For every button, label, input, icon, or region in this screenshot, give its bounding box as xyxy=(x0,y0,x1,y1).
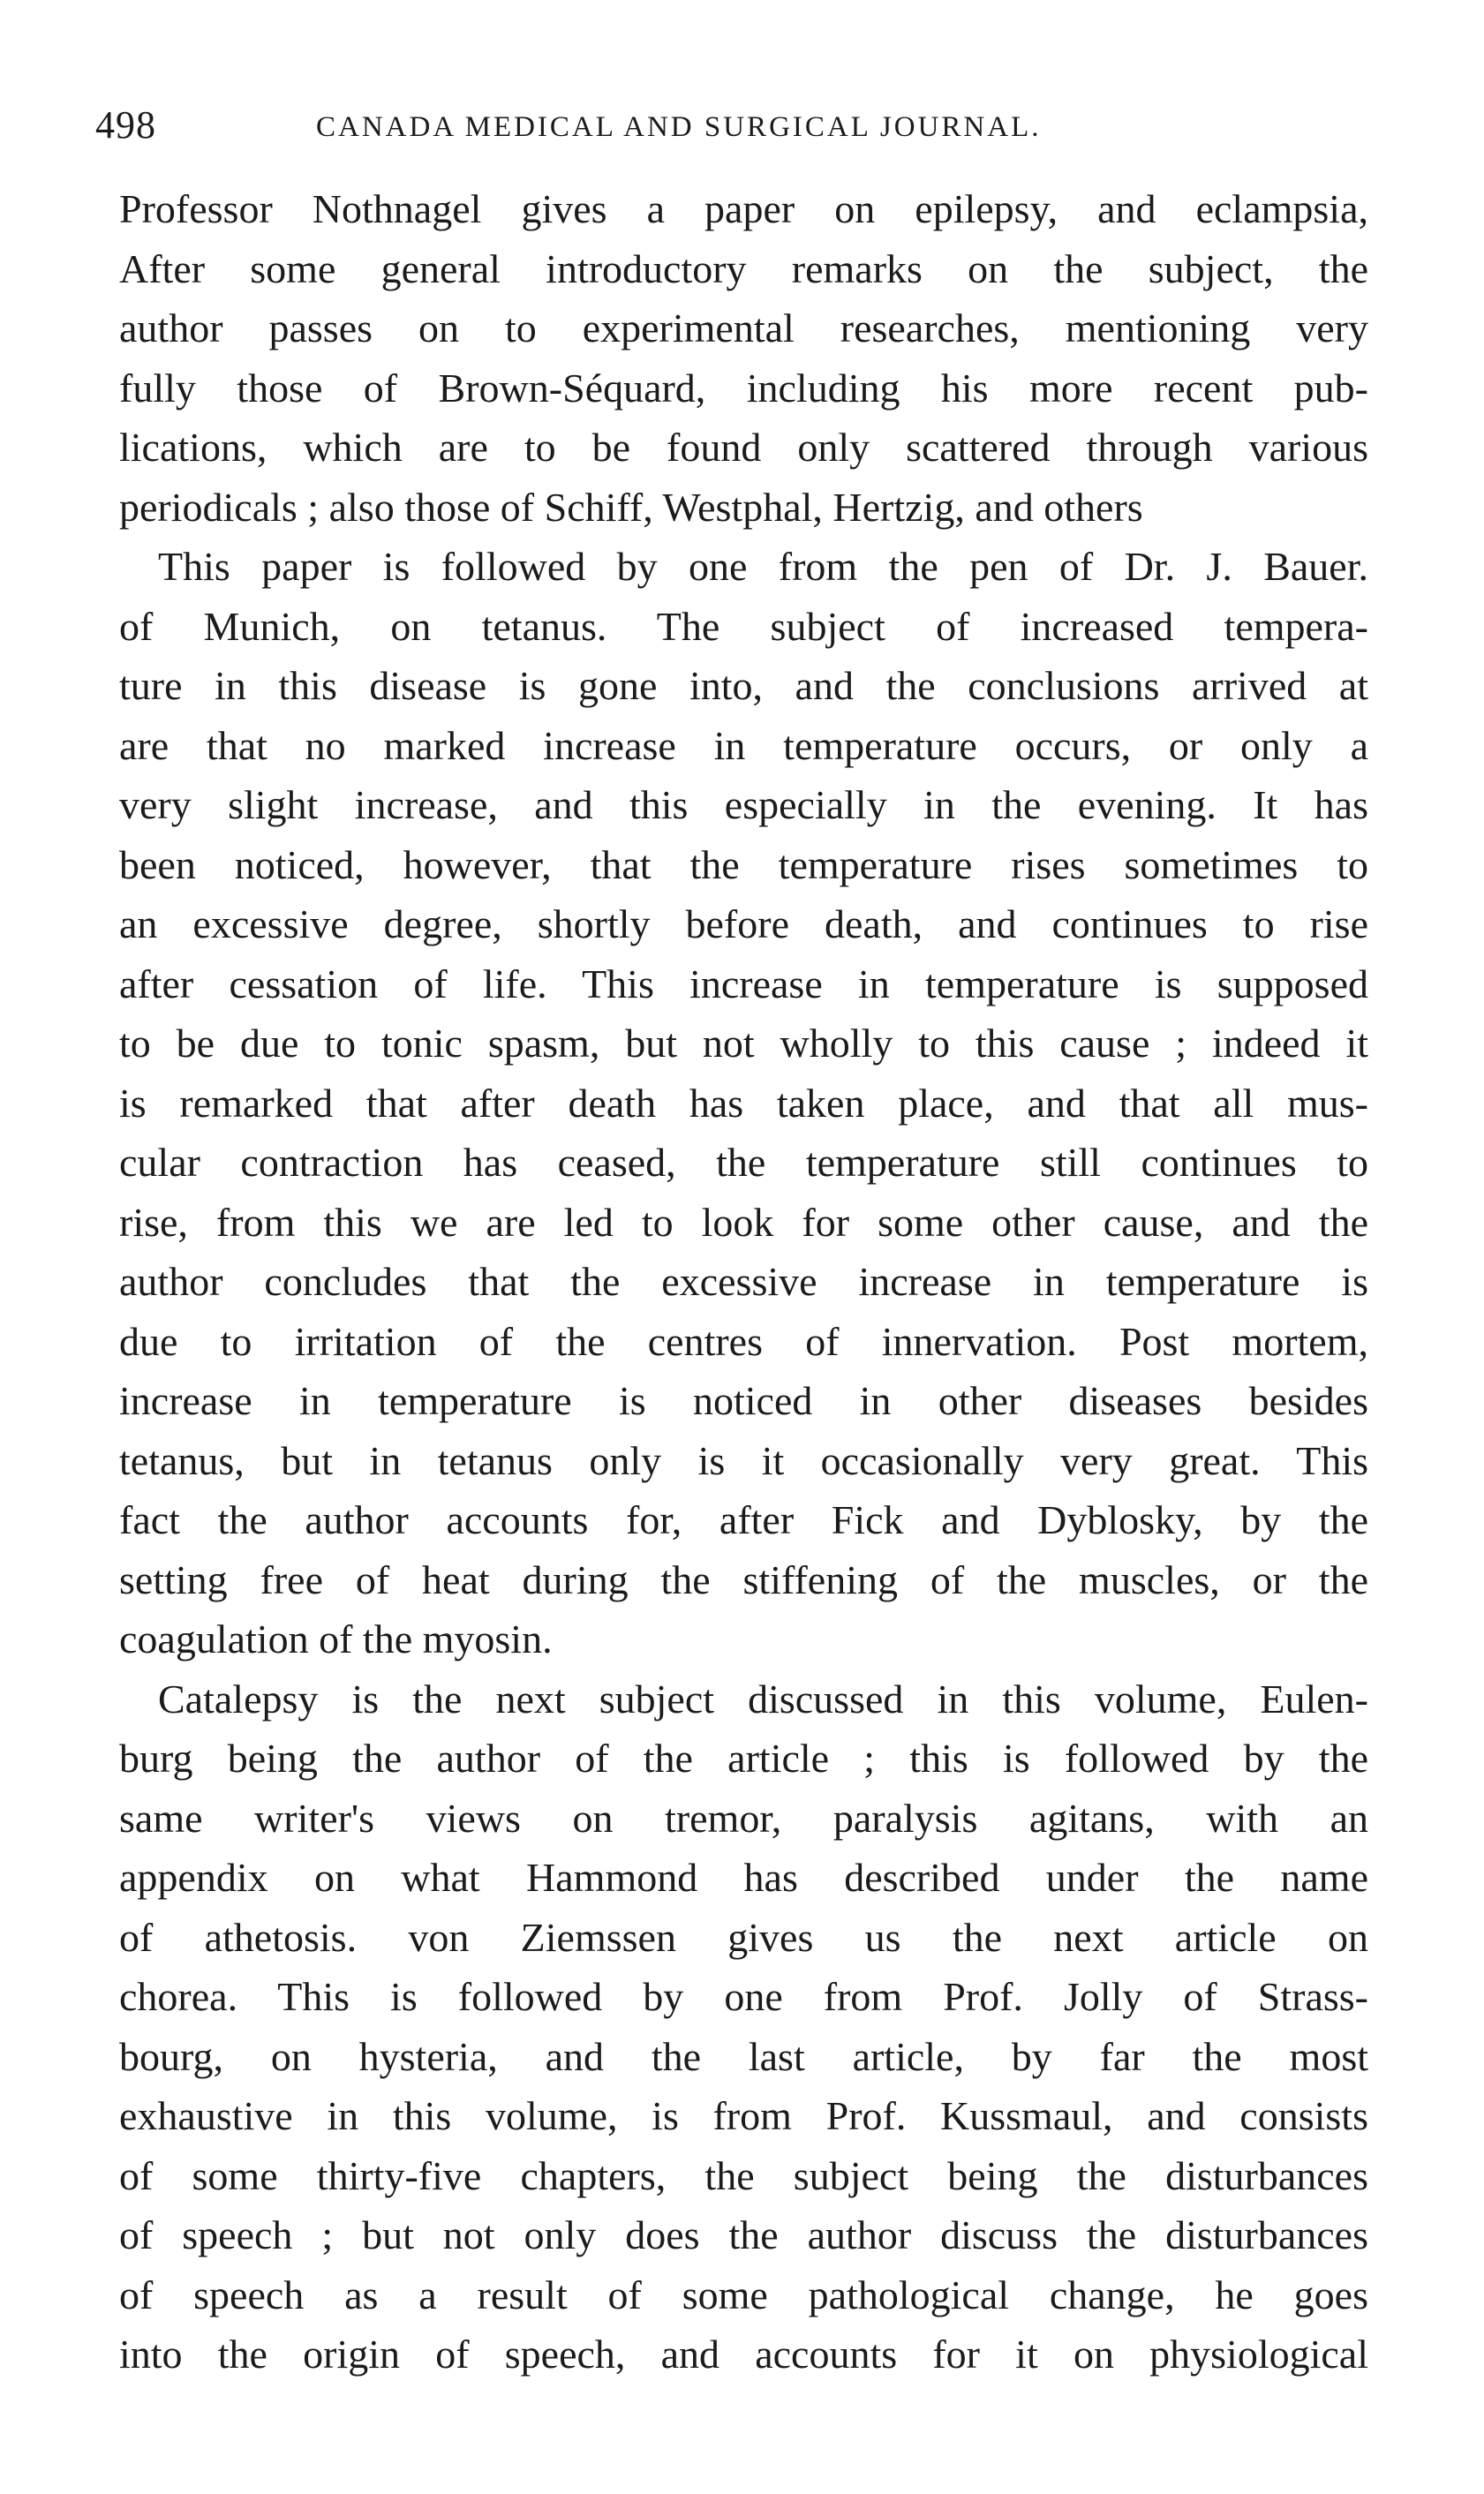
text-line: appendix on what Hammond has described under the name xyxy=(119,1855,1368,1900)
text-line: burg being the author of the article ; this is followed by the xyxy=(119,1736,1368,1781)
text-line: fact the author accounts for, after Fick and Dyblosky, by the xyxy=(119,1497,1368,1542)
text-line: an excessive degree, shortly before death, and continues to rise xyxy=(119,901,1368,946)
text-line: of athetosis. von Ziemssen gives us the next article on xyxy=(119,1914,1368,1960)
text-line: tetanus, but in tetanus only is it occasionally very great. This xyxy=(119,1437,1368,1483)
text-line: chorea. This is followed by one from Prof. Jolly of Strass- xyxy=(119,1974,1368,2019)
text-line: very slight increase, and this especially in the evening. It has xyxy=(119,782,1368,827)
text-line: After some general introductory remarks on the subject, the xyxy=(119,245,1368,291)
text-line: is remarked that after death has taken place, and that all mus- xyxy=(119,1080,1368,1126)
text-line: exhaustive in this volume, is from Prof. Kussmaul, and consists xyxy=(119,2093,1368,2138)
text-line: after cessation of life. This increase in temperature is supposed xyxy=(119,961,1368,1006)
text-line: of Munich, on tetanus. The subject of increased tempera- xyxy=(119,603,1368,649)
text-line: author passes on to experimental researches, mentioning very xyxy=(119,305,1368,350)
text-line: into the origin of speech, and accounts for it on physiological xyxy=(119,2332,1368,2377)
text-line: due to irritation of the centres of innervation. Post mortem, xyxy=(119,1318,1368,1364)
paragraph-catalepsy xyxy=(119,1669,1368,2385)
text-line: rise, from this we are led to look for some other cause, and the xyxy=(119,1199,1368,1245)
text-line: setting free of heat during the stiffening of the muscles, or the xyxy=(119,1556,1368,1602)
text-line: of some thirty-five chapters, the subject being the disturbances xyxy=(119,2152,1368,2198)
text-line: same writer's views on tremor, paralysis agitans, with an xyxy=(119,1795,1368,1841)
text-line: been noticed, however, that the temperature rises sometimes to xyxy=(119,841,1368,887)
text-line: Catalepsy is the next subject discussed in this volume, Eulen- xyxy=(158,1676,1368,1722)
body-text xyxy=(119,179,1368,2385)
text-line: lications, which are to be found only scattered through various xyxy=(119,425,1368,470)
text-line: ture in this disease is gone into, and the conclusions arrived at xyxy=(119,663,1368,708)
running-head xyxy=(95,99,1367,152)
paragraph-epilepsy xyxy=(119,179,1368,537)
text-line: increase in temperature is noticed in other diseases besides xyxy=(119,1378,1368,1423)
text-line: of speech ; but not only does the author discuss the disturbances xyxy=(119,2212,1368,2257)
text-line: of speech as a result of some pathological change, he goes xyxy=(119,2272,1368,2317)
text-line: This paper is followed by one from the pen of Dr. J. Bauer. xyxy=(158,544,1368,589)
text-line: periodicals ; also those of Schiff, Westphal, Hertzig, and others xyxy=(119,484,1143,530)
text-line: Professor Nothnagel gives a paper on epilepsy, and eclampsia, xyxy=(119,186,1368,231)
text-line: coagulation of the myosin. xyxy=(119,1616,553,1661)
paragraph-tetanus xyxy=(119,537,1368,1669)
text-line: author concludes that the excessive increase in temperature is xyxy=(119,1259,1368,1304)
text-line: fully those of Brown-Séquard, including his more recent pub- xyxy=(119,365,1368,411)
text-line: cular contraction has ceased, the temperature still continues to xyxy=(119,1140,1368,1185)
text-line: to be due to tonic spasm, but not wholly to this cause ; indeed it xyxy=(119,1021,1368,1066)
text-line: are that no marked increase in temperature occurs, or only a xyxy=(119,722,1368,768)
page-number: 498 xyxy=(95,103,156,147)
text-line: bourg, on hysteria, and the last article, by far the most xyxy=(119,2033,1368,2079)
journal-title: CANADA MEDICAL AND SURGICAL JOURNAL. xyxy=(316,111,1042,143)
